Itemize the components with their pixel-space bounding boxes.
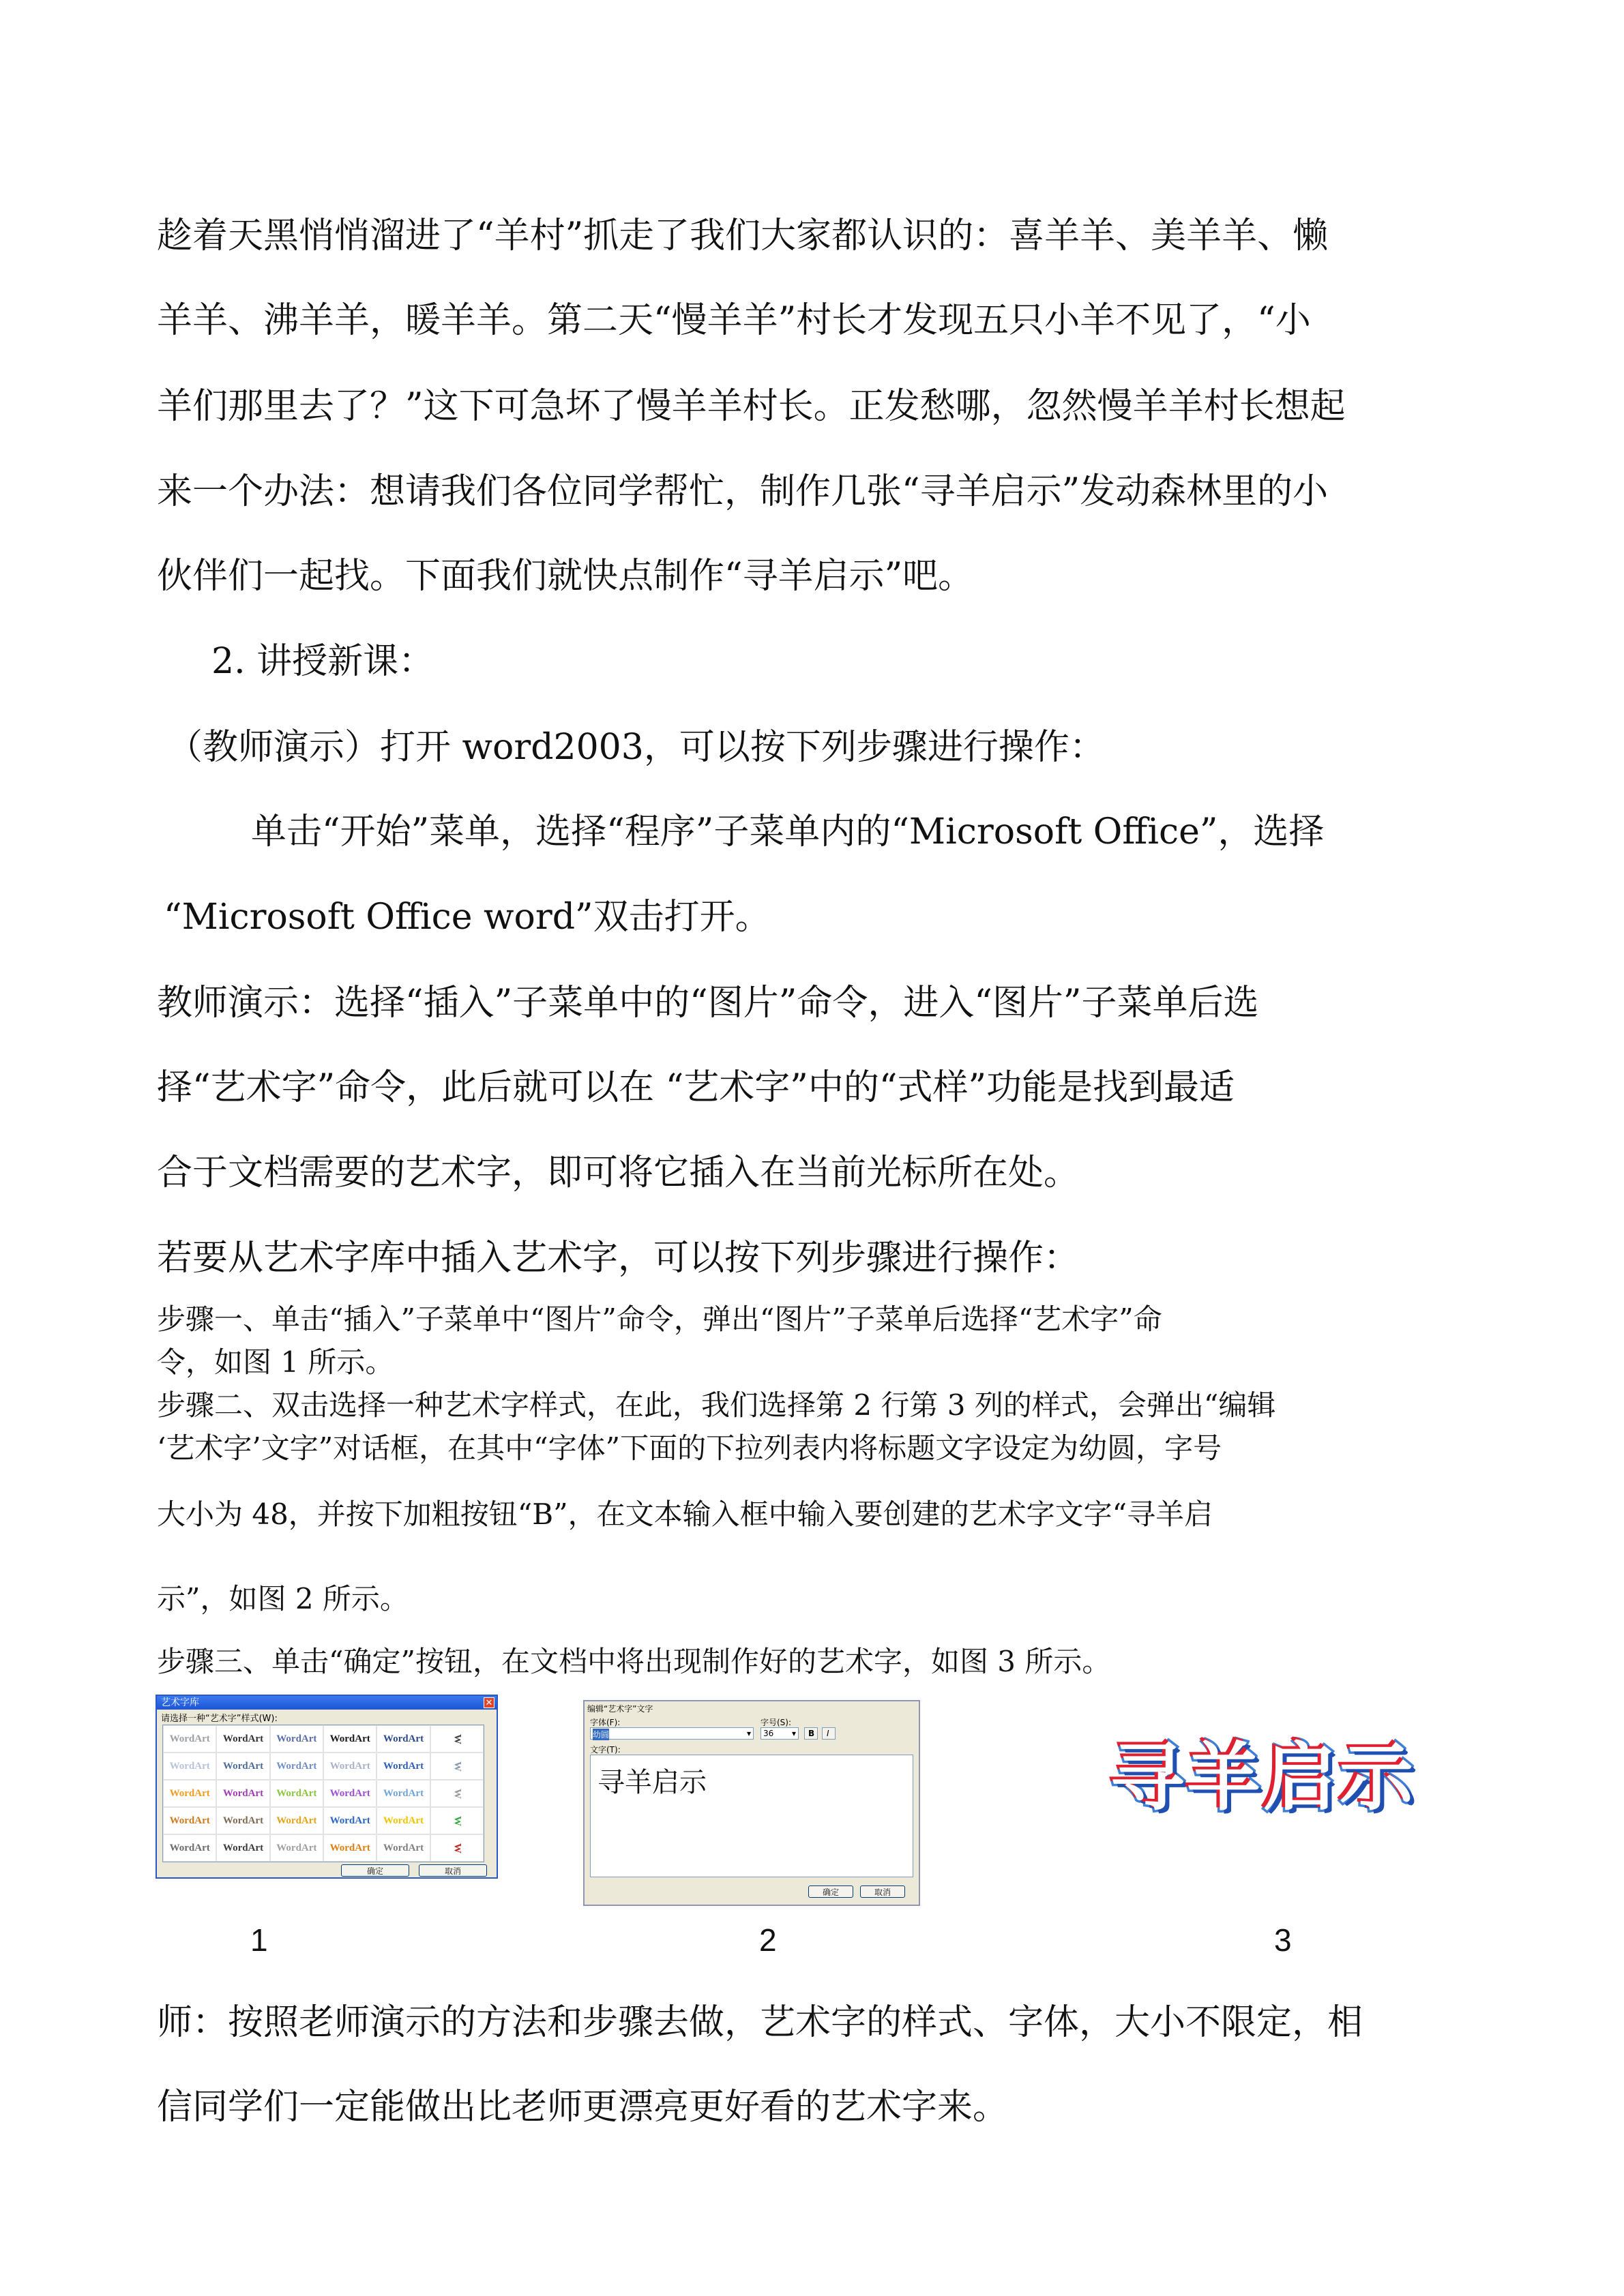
section-heading: 2. 讲授新课： bbox=[211, 641, 434, 682]
close-icon[interactable]: ✕ bbox=[484, 1697, 494, 1708]
wordart-sample-label: WordArt bbox=[169, 1787, 210, 1799]
wordart-style-option[interactable] bbox=[430, 1725, 484, 1753]
wordart-sample-label: WordArt bbox=[222, 1787, 264, 1799]
gallery-prompt: 请选择一种“艺术字”样式(W): bbox=[161, 1714, 278, 1724]
size-value: 36 bbox=[763, 1729, 774, 1738]
text-input-value: 寻羊启示 bbox=[597, 1767, 707, 1798]
wordart-style-option[interactable] bbox=[163, 1753, 216, 1780]
wordart-sample-label: WordArt bbox=[276, 1760, 317, 1772]
wordart-style-option[interactable] bbox=[377, 1834, 430, 1862]
wordart-style-option[interactable] bbox=[163, 1725, 216, 1753]
step2-line-b: ‘艺术字’文字”对话框，在其中“字体”下面的下拉列表内将标题文字设定为幼圆，字号 bbox=[157, 1431, 1222, 1465]
step1-line-b: 令，如图 1 所示。 bbox=[157, 1345, 394, 1379]
dialog-cancel-button[interactable]: 取消 bbox=[860, 1885, 905, 1898]
dialog-title: 编辑“艺术字”文字 bbox=[587, 1704, 653, 1714]
wordart-style-option[interactable] bbox=[270, 1807, 323, 1834]
wordart-sample-label: WordArt bbox=[169, 1842, 210, 1853]
text-input[interactable] bbox=[590, 1755, 913, 1877]
wordart-style-option[interactable] bbox=[430, 1780, 484, 1807]
wordart-sample-label: WordArt bbox=[276, 1842, 317, 1853]
wordart-sample-label: W bbox=[452, 1815, 463, 1826]
gallery-cancel-button[interactable]: 取消 bbox=[419, 1864, 487, 1877]
wordart-style-option[interactable] bbox=[270, 1780, 323, 1807]
size-select[interactable] bbox=[761, 1727, 799, 1740]
wordart-sample-label: WordArt bbox=[276, 1815, 317, 1826]
wordart-sample-label: W bbox=[452, 1733, 463, 1744]
bold-icon: B bbox=[808, 1729, 815, 1738]
wordart-sample-label: WordArt bbox=[222, 1760, 264, 1772]
wordart-style-option[interactable] bbox=[270, 1834, 323, 1862]
wordart-sample-label: WordArt bbox=[276, 1733, 317, 1744]
wordart-style-option[interactable] bbox=[377, 1780, 430, 1807]
wordart-sample-label: WordArt bbox=[383, 1760, 424, 1772]
wordart-sample-label: WordArt bbox=[329, 1760, 370, 1772]
figure-3-wordart-result bbox=[1105, 1717, 1419, 1847]
figure-2-edit-wordart-dialog bbox=[583, 1700, 920, 1906]
text-label: 文字(T): bbox=[590, 1745, 621, 1755]
wordart-sample-label: WordArt bbox=[276, 1787, 317, 1799]
wordart-style-option[interactable] bbox=[216, 1834, 269, 1862]
paragraph-line-3: 羊们那里去了？”这下可急坏了慢羊羊村长。正发愁哪，忽然慢羊羊村长想起 bbox=[157, 386, 1346, 427]
wordart-style-option[interactable] bbox=[377, 1807, 430, 1834]
paragraph-line-9: “Microsoft Office word”双击打开。 bbox=[164, 897, 771, 938]
bold-button[interactable] bbox=[804, 1727, 818, 1740]
wordart-style-option[interactable] bbox=[323, 1753, 377, 1780]
wordart-style-option[interactable] bbox=[323, 1780, 377, 1807]
wordart-sample-label: WordArt bbox=[222, 1733, 264, 1744]
wordart-style-option[interactable] bbox=[163, 1834, 216, 1862]
figure-2-caption: 2 bbox=[759, 1922, 777, 1958]
paragraph-line-4: 来一个办法：想请我们各位同学帮忙，制作几张“寻羊启示”发动森林里的小 bbox=[157, 471, 1329, 512]
wordart-sample-label: W bbox=[452, 1761, 463, 1772]
paragraph-line-13: 若要从艺术字库中插入艺术字，可以按下列步骤进行操作： bbox=[157, 1238, 1080, 1279]
italic-button[interactable] bbox=[822, 1727, 836, 1740]
size-label: 字号(S): bbox=[761, 1718, 792, 1727]
italic-icon: I bbox=[827, 1729, 829, 1738]
step2-line-c: 大小为 48，并按下加粗按钮“B”，在文本输入框中输入要创建的艺术字文字“寻羊启 bbox=[157, 1497, 1213, 1531]
wordart-style-option[interactable] bbox=[430, 1807, 484, 1834]
wordart-sample-label: WordArt bbox=[329, 1733, 370, 1744]
wordart-sample-label: WordArt bbox=[329, 1842, 370, 1853]
paragraph-line-1: 趁着天黑悄悄溜进了“羊村”抓走了我们大家都认识的：喜羊羊、美羊羊、懒 bbox=[157, 215, 1329, 256]
paragraph-line-11: 择“艺术字”命令，此后就可以在 “艺术字”中的“式样”功能是找到最适 bbox=[157, 1067, 1235, 1108]
dialog-ok-button[interactable]: 确定 bbox=[808, 1885, 853, 1898]
wordart-style-option[interactable] bbox=[216, 1807, 269, 1834]
wordart-style-option[interactable] bbox=[430, 1753, 484, 1780]
wordart-sample-label: WordArt bbox=[383, 1787, 424, 1799]
step2-line-a: 步骤二、双击选择一种艺术字样式，在此，我们选择第 2 行第 3 列的样式，会弹出“编辑 bbox=[157, 1388, 1276, 1422]
wordart-style-grid bbox=[162, 1725, 484, 1862]
font-select[interactable] bbox=[590, 1727, 754, 1740]
wordart-sample-label: WordArt bbox=[222, 1815, 264, 1826]
wordart-sample-label: WordArt bbox=[329, 1815, 370, 1826]
wordart-sample-label: WordArt bbox=[329, 1787, 370, 1799]
wordart-sample-label: WordArt bbox=[169, 1760, 210, 1772]
figure-1-wordart-gallery bbox=[156, 1695, 498, 1879]
wordart-sample-label: WordArt bbox=[383, 1815, 424, 1826]
wordart-sample-label: WordArt bbox=[383, 1842, 424, 1853]
wordart-sample-label: WordArt bbox=[383, 1733, 424, 1744]
wordart-text: 寻羊启示 bbox=[1110, 1735, 1417, 1821]
wordart-style-option[interactable] bbox=[216, 1725, 269, 1753]
wordart-style-option[interactable] bbox=[270, 1753, 323, 1780]
paragraph-line-12: 合于文档需要的艺术字，即可将它插入在当前光标所在处。 bbox=[157, 1152, 1080, 1193]
chevron-down-icon: ▾ bbox=[791, 1729, 796, 1738]
font-value: 幼圆 bbox=[593, 1730, 610, 1740]
paragraph-line-10: 教师演示：选择“插入”子菜单中的“图片”命令，进入“图片”子菜单后选 bbox=[157, 983, 1259, 1024]
wordart-style-option[interactable] bbox=[323, 1834, 377, 1862]
paragraph-line-7: （教师演示）打开 word2003，可以按下列步骤进行操作： bbox=[167, 727, 1105, 768]
figure-3-caption: 3 bbox=[1274, 1922, 1292, 1958]
gallery-title: 艺术字库 bbox=[161, 1697, 199, 1708]
paragraph-line-14: 师：按照老师演示的方法和步骤去做，艺术字的样式、字体，大小不限定，相 bbox=[157, 2002, 1363, 2043]
wordart-sample-label: W bbox=[452, 1843, 463, 1853]
wordart-sample-label: WordArt bbox=[169, 1733, 210, 1744]
gallery-title-bar bbox=[157, 1696, 497, 1710]
step2-line-d: 示”，如图 2 所示。 bbox=[157, 1582, 409, 1615]
paragraph-line-8: 单击“开始”菜单，选择“程序”子菜单内的“Microsoft Office”，选择 bbox=[251, 811, 1325, 852]
step3-line: 步骤三、单击“确定”按钮，在文档中将出现制作好的艺术字，如图 3 所示。 bbox=[157, 1645, 1111, 1678]
step1-line-a: 步骤一、单击“插入”子菜单中“图片”命令，弹出“图片”子菜单后选择“艺术字”命 bbox=[157, 1302, 1162, 1336]
paragraph-line-15: 信同学们一定能做出比老师更漂亮更好看的艺术字来。 bbox=[157, 2087, 1009, 2128]
wordart-sample-label: WordArt bbox=[222, 1842, 264, 1853]
wordart-style-option[interactable] bbox=[216, 1753, 269, 1780]
wordart-style-option[interactable] bbox=[430, 1834, 484, 1862]
wordart-style-option[interactable] bbox=[163, 1780, 216, 1807]
wordart-sample-label: W bbox=[452, 1788, 463, 1799]
wordart-style-option[interactable] bbox=[163, 1807, 216, 1834]
font-label: 字体(F): bbox=[590, 1718, 621, 1727]
wordart-style-option[interactable] bbox=[323, 1807, 377, 1834]
paragraph-line-5: 伙伴们一起找。下面我们就快点制作“寻羊启示”吧。 bbox=[157, 556, 974, 597]
wordart-style-option[interactable] bbox=[377, 1725, 430, 1753]
gallery-ok-button[interactable]: 确定 bbox=[341, 1864, 409, 1877]
paragraph-line-2: 羊羊、沸羊羊，暖羊羊。第二天“慢羊羊”村长才发现五只小羊不见了，“小 bbox=[157, 300, 1311, 341]
wordart-style-option[interactable] bbox=[270, 1725, 323, 1753]
wordart-style-option[interactable] bbox=[323, 1725, 377, 1753]
wordart-sample-label: WordArt bbox=[169, 1815, 210, 1826]
figure-1-caption: 1 bbox=[250, 1922, 268, 1958]
wordart-style-option[interactable] bbox=[377, 1753, 430, 1780]
chevron-down-icon: ▾ bbox=[746, 1729, 751, 1738]
wordart-style-option[interactable] bbox=[216, 1780, 269, 1807]
